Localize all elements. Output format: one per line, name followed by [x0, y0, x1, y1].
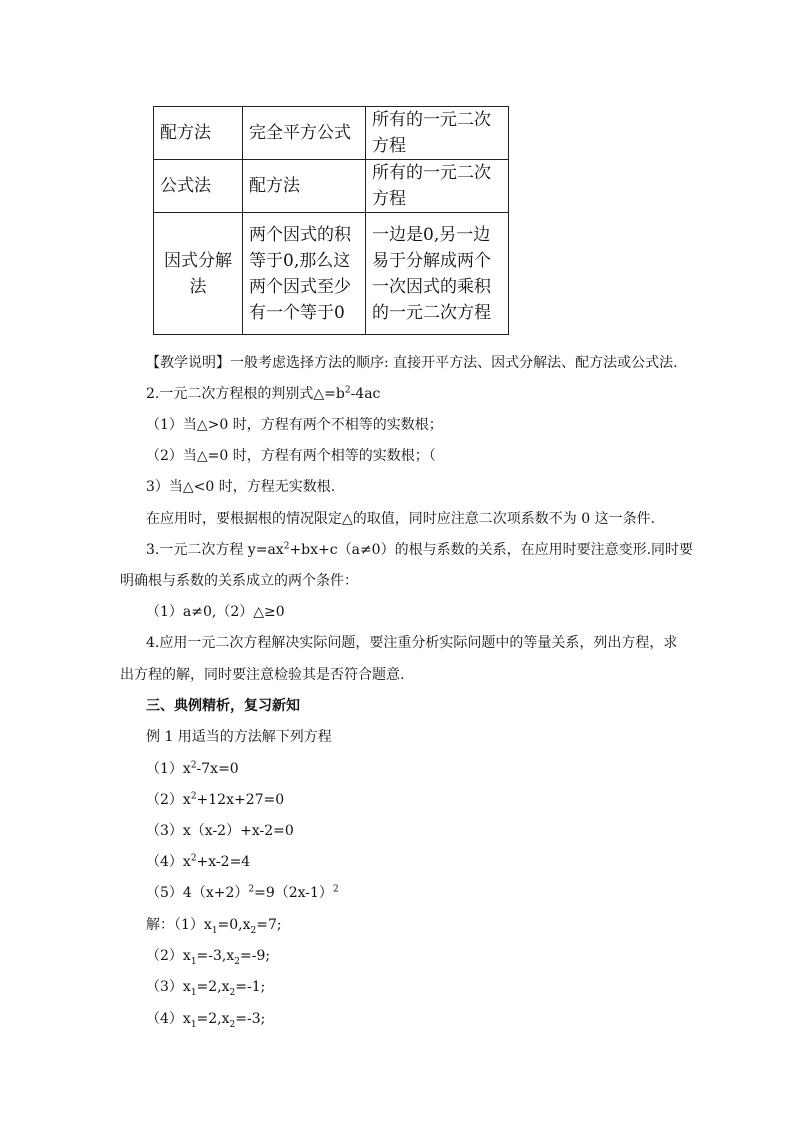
table-row: [154, 107, 509, 160]
solution-1: 解：$(1)x_1=0,x_2=7$;: [146, 917, 282, 936]
equation-5: $(5)4(x+2)^2=9(2x-1)^2$: [146, 884, 339, 901]
table-row: [154, 160, 509, 213]
table-row: [154, 213, 509, 335]
solution-3: $(3)x_1=2,x_2=-1$;: [146, 979, 266, 998]
paragraph-2-title: 2.一元二次方程根的判别式$\triangle=b^2-4ac$: [146, 385, 381, 402]
methods-table: [153, 106, 509, 335]
paragraph-3-conditions: （1）a≠0,（2）△≥0: [146, 604, 285, 620]
equation-2: $(2)x^2+12x+27=0$: [146, 791, 285, 808]
example-title: 例 1 用适当的方法解下列方程: [146, 729, 332, 745]
table-cell: 因式分解法: [154, 213, 243, 335]
equation-4: $(4)x^2+x-2=4$: [146, 853, 251, 870]
paragraph-2-note: 在应用时，要根据根的情况限定△的取值，同时应注意二次项系数不为 0 这一条件.: [146, 511, 656, 527]
solution-2: $(2)x_1=-3,x_2=-9$;: [146, 948, 271, 967]
table-cell: 配方法: [154, 107, 243, 160]
paragraph-4-line-1: 4.应用一元二次方程解决实际问题，要注重分析实际问题中的等量关系，列出方程，求: [146, 635, 678, 651]
table-cell: 配方法: [243, 160, 366, 213]
table-cell: 所有的一元二次方程: [366, 160, 509, 213]
table-cell: 公式法: [154, 160, 243, 213]
table-cell: 一边是0,另一边易于分解成两个一次因式的乘积的一元二次方程: [366, 213, 509, 335]
paragraph-3-line-1: 3.一元二次方程 $y=ax^2+bx+c(a\ne 0)$的根与系数的关系，在应用时要注意变形.同时要: [146, 541, 694, 558]
section-heading: 三、典例精析，复习新知: [146, 698, 300, 714]
equation-1: $(1)x^2-7x=0$: [146, 760, 239, 777]
paragraph-2-case-3: 3）当△<0 时，方程无实数根.: [146, 479, 336, 495]
solution-4: $(4)x_1=2,x_2=-3$;: [146, 1011, 266, 1030]
table-cell: 所有的一元二次方程: [366, 107, 509, 160]
table-cell: 两个因式的积等于0,那么这两个因式至少有一个等于0: [243, 213, 366, 335]
equation-3: （3）x（x-2）+x-2=0: [146, 823, 294, 839]
paragraph-4-line-2: 出方程的解，同时要注意检验其是否符合题意.: [120, 667, 405, 683]
paragraph-2-case-1: （1）当△>0 时，方程有两个不相等的实数根；: [146, 417, 443, 433]
teaching-note: 【教学说明】一般考虑选择方法的顺序: 直接开平方法、因式分解法、配方法或公式法.: [146, 355, 678, 371]
paragraph-3-line-2: 明确根与系数的关系成立的两个条件：: [120, 573, 358, 589]
paragraph-2-case-2: （2）当△=0 时，方程有两个相等的实数根；（: [146, 448, 436, 464]
table-cell: 完全平方公式: [243, 107, 366, 160]
